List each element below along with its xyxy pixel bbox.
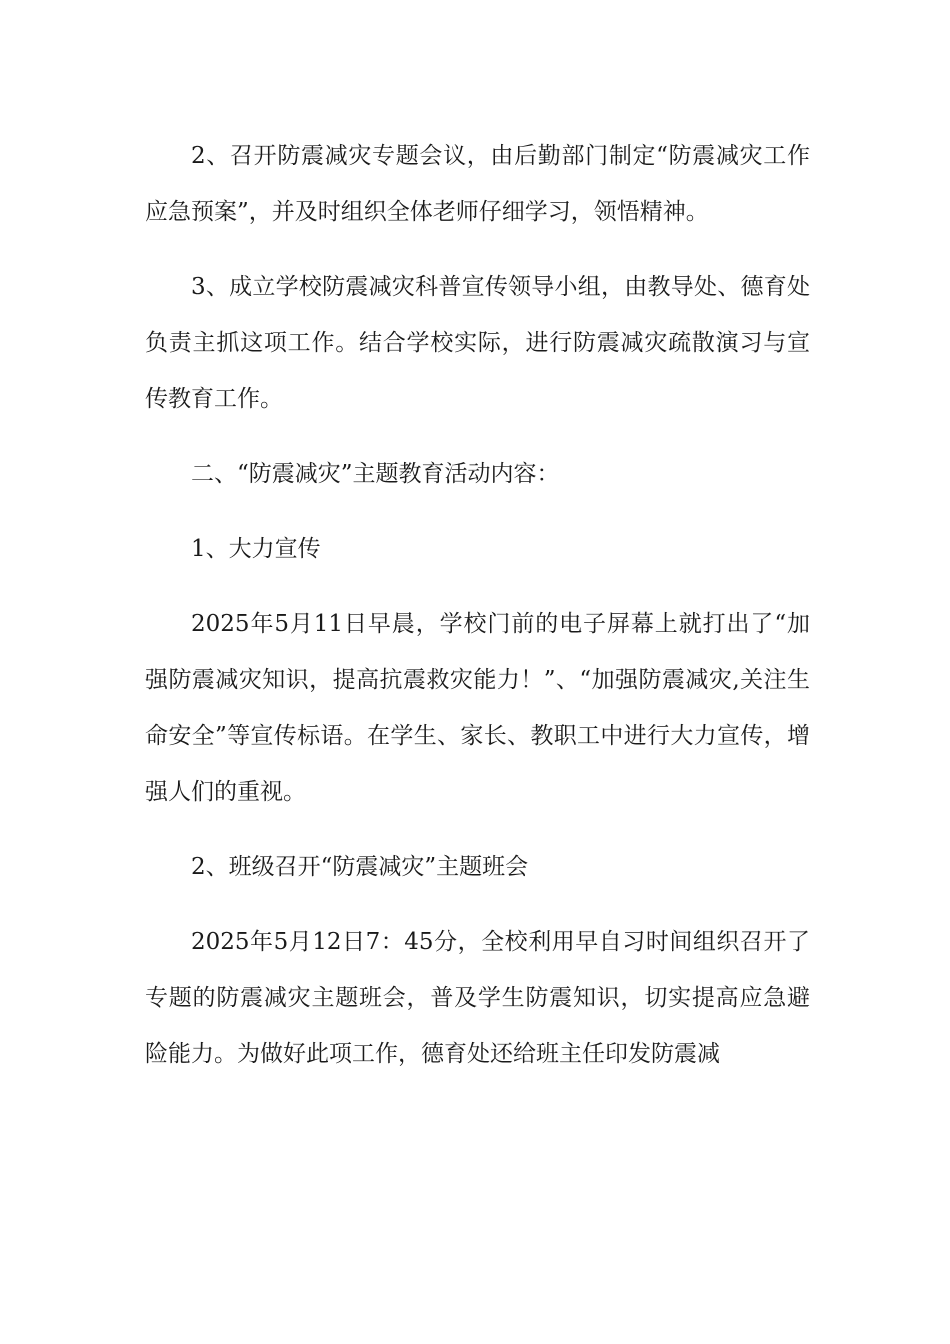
paragraph-meeting: 2、召开防震减灾专题会议，由后勤部门制定“防震减灾工作应急预案”，并及时组织全体老师仔细学习，领悟精神。 [145,143,810,225]
subheading-class-meeting: 2、班级召开“防震减灾”主题班会 [191,854,529,880]
paragraph-class-meeting: 2025年5月12日7：45分，全校利用早自习时间组织召开了专题的防震减灾主题班会，普及学生防震知识，切实提高应急避险能力。为做好此项工作，德育处还给班主任印发防震减 [145,929,810,1067]
subheading-publicity: 1、大力宣传 [191,536,321,562]
document-body [145,128,810,1101]
paragraph-leadership-group: 3、成立学校防震减灾科普宣传领导小组，由教导处、德育处负责主抓这项工作。结合学校实际，进行防震减灾疏散演习与宣传教育工作。 [145,274,810,412]
paragraph-publicity: 2025年5月11日早晨，学校门前的电子屏幕上就打出了“加强防震减灾知识，提高抗震救灾能力！”、“加强防震减灾,关注生命安全”等宣传标语。在学生、家长、教职工中进行大力宣传，增强人们的重视。 [145,611,810,805]
section-heading-activities: 二、“防震减灾”主题教育活动内容： [191,461,560,487]
